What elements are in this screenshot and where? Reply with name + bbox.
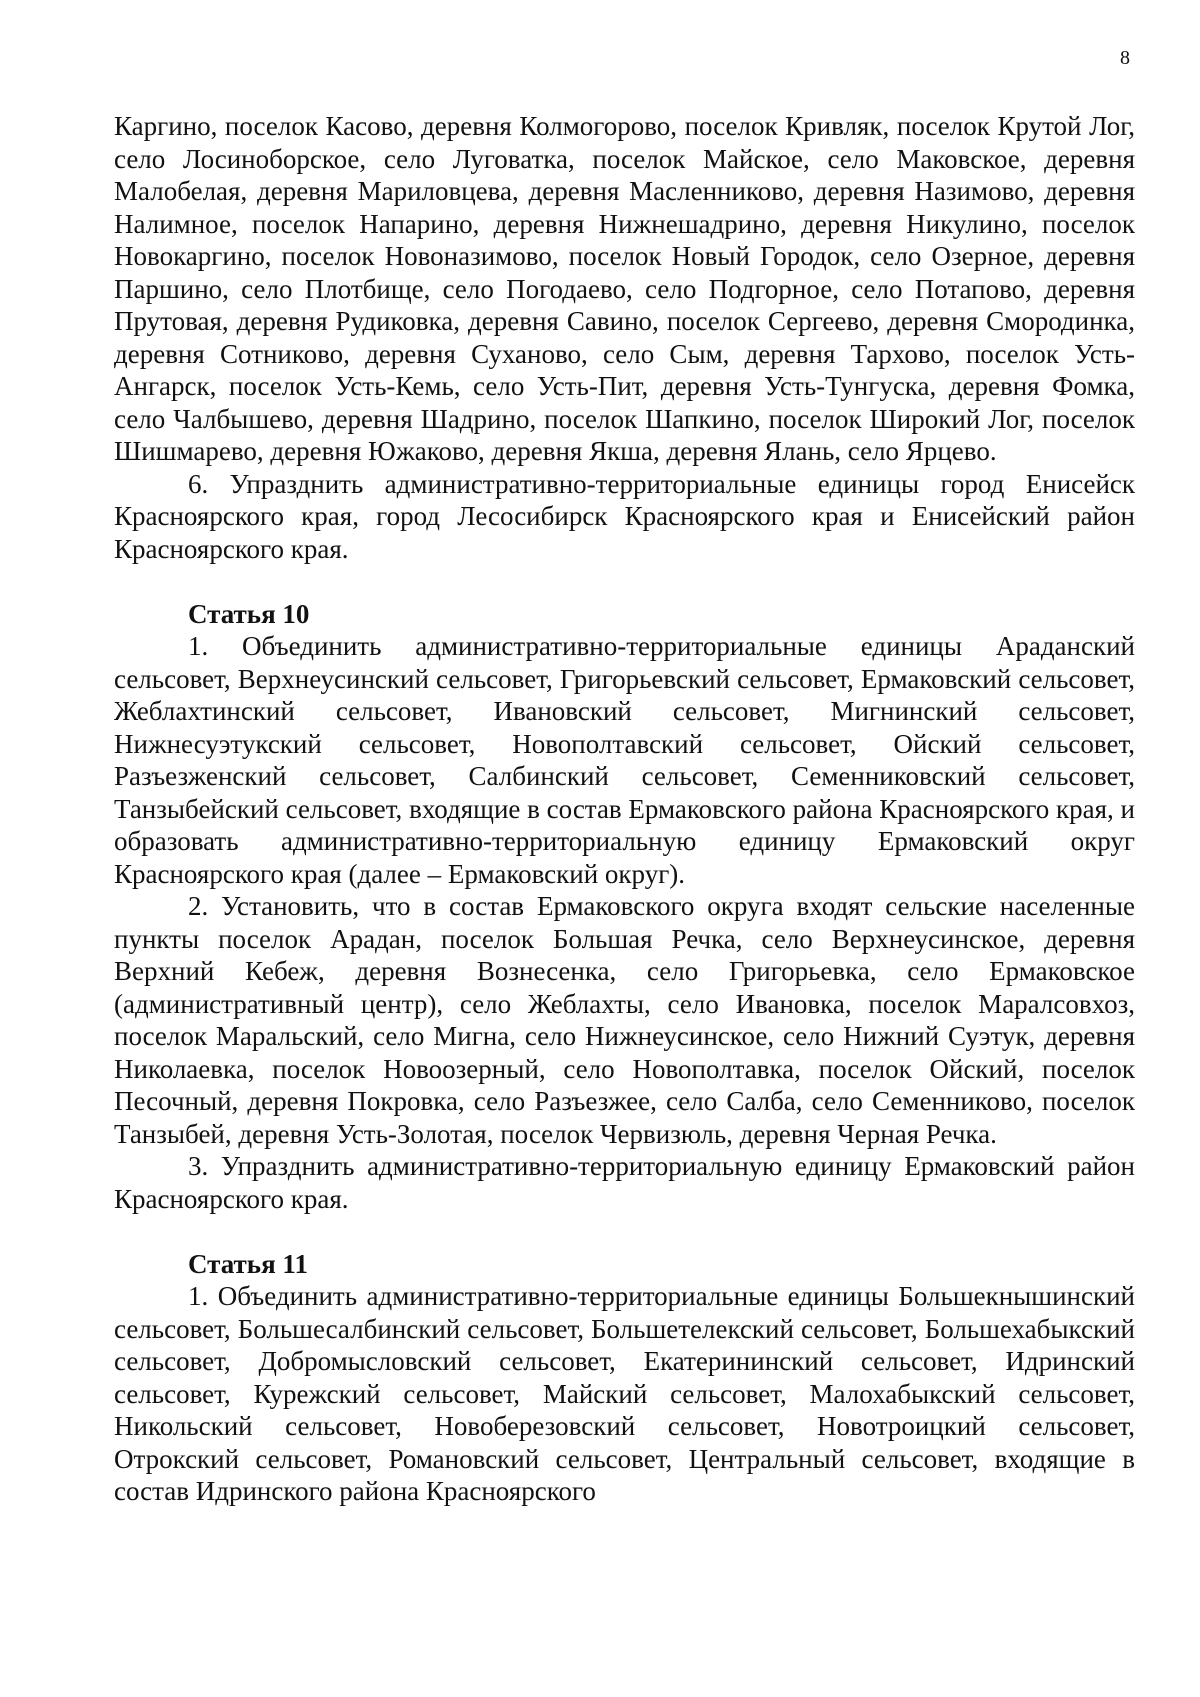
paragraph-continued-list: Каргино, поселок Касово, деревня Колмогорово, поселок Кривляк, поселок Крутой Лог, село Лосиноборское, село Луговатка, поселок Майское, село Маковское, деревня Малобелая, деревня Мариловцева, деревня Масленниково, деревня Назимово, деревня Налимное, поселок Напарино, деревня Нижнешадрино, деревня Никулино, поселок Новокаргино, поселок Новоназимово, поселок Новый Городок, село Озерное, деревня Паршино, село Плотбище, село Погодаево, село Подгорное, село Потапово, деревня Прутовая, деревня Рудиковка, деревня Савино, поселок Сергеево, деревня Смородинка, деревня Сотниково, деревня Суханово, село Сым, деревня Тархово, поселок Усть-Ангарск, поселок Усть-Кемь, село Усть-Пит, деревня Усть-Тунгуска, деревня Фомка, село Чалбышево, деревня Шадрино, поселок Шапкино, поселок Широкий Лог, поселок Шишмарево, деревня Южаково, деревня Якша, деревня Ялань, село Ярцево. [114, 111, 1135, 466]
document-body [114, 110, 1135, 1508]
paragraph-item-6: 6. Упразднить административно-территориальные единицы город Енисейск Красноярского края, город Лесосибирск Красноярского края и Енисейский район Красноярского края. [114, 468, 1135, 564]
heading-article-10: Статья 10 [188, 598, 310, 629]
page-number: 8 [1120, 47, 1130, 69]
paragraph-article-11-item-1: 1. Объединить административно-территориальные единицы Большекнышинский сельсовет, Большесалбинский сельсовет, Большетелекский сельсовет, Большехабыкский сельсовет, Добромысловский сельсовет, Екатерининский сельсовет, Идринский сельсовет, Курежский сельсовет, Майский сельсовет, Малохабыкский сельсовет, Никольский сельсовет, Новоберезовский сельсовет, Новотроицкий сельсовет, Отрокский сельсовет, Романовский сельсовет, Центральный сельсовет, входящие в состав Идринского района Красноярского [114, 1281, 1135, 1506]
spacer [114, 565, 1135, 598]
paragraph-article-10-item-2: 2. Установить, что в состав Ермаковского округа входят сельские населенные пункты поселок Арадан, поселок Большая Речка, село Верхнеусинское, деревня Верхний Кебеж, деревня Вознесенка, село Григорьевка, село Ермаковское (административный центр), село Жеблахты, село Ивановка, поселок Маралсовхоз, поселок Маральский, село Мигна, село Нижнеусинское, село Нижний Суэтук, деревня Николаевка, поселок Новоозерный, село Новополтавка, поселок Ойский, поселок Песочный, деревня Покровка, село Разъезжее, село Салба, село Семенниково, поселок Танзыбей, деревня Усть-Золотая, поселок Червизюль, деревня Черная Речка. [114, 891, 1135, 1149]
heading-article-11: Статья 11 [188, 1248, 308, 1279]
paragraph-article-10-item-1: 1. Объединить административно-территориальные единицы Араданский сельсовет, Верхнеусинский сельсовет, Григорьевский сельсовет, Ермаковский сельсовет, Жеблахтинский сельсовет, Ивановский сельсовет, Мигнинский сельсовет, Нижнесуэтукский сельсовет, Новополтавский сельсовет, Ойский сельсовет, Разъезженский сельсовет, Салбинский сельсовет, Семенниковский сельсовет, Танзыбейский сельсовет, входящие в состав Ермаковского района Красноярского края, и образовать административно-территориальную единицу Ермаковский округ Красноярского края (далее – Ермаковский округ). [114, 631, 1135, 889]
spacer [114, 1215, 1135, 1248]
paragraph-article-10-item-3: 3. Упразднить административно-территориальную единицу Ермаковский район Красноярского края. [114, 1151, 1135, 1214]
